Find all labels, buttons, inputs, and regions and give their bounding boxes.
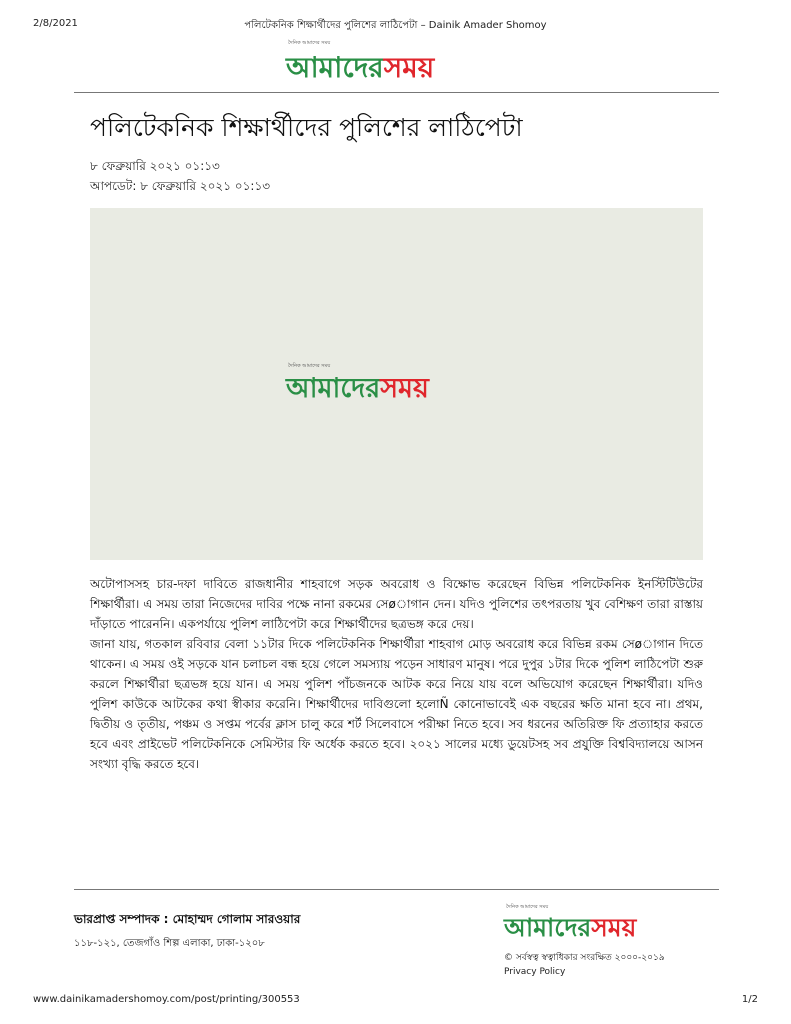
logo-tagline: দৈনিক আমাদের সময় xyxy=(288,40,331,46)
office-address: ১১৮-১২১, তেজগাঁও শিল্প এলাকা, ঢাকা-১২০৮ xyxy=(74,938,265,949)
article-headline: পলিটেকনিক শিক্ষার্থীদের পুলিশের লাঠিপেটা xyxy=(90,113,523,142)
logo-word-shomoy: সময় xyxy=(383,51,435,84)
print-url: www.dainikamadershomoy.com/post/printing/300553 xyxy=(33,994,300,1005)
article-paragraph: অটোপাসসহ চার-দফা দাবিতে রাজধানীর শাহবাগে সড়ক অবরোধ ও বিক্ষোভ করেছেন বিভিন্ন পলিটেকনিক ইনস্টিটিউটের শিক্ষার্থীরা। এ সময় তারা নিজেদের দাবির পক্ষে নানা রকমের সেøাগান দেন। যদিও পুলিশের তৎপরতায় খুব বেশিক্ষণ তারা রাস্তায় দাঁড়াতে পারেননি। একপর্যায়ে পুলিশ লাঠিপেটা করে শিক্ষার্থীদের ছত্রভঙ্গ করে দেয়। xyxy=(90,577,703,631)
footer-logo-word-shomoy: সময় xyxy=(591,913,637,942)
footer-logo[interactable] xyxy=(504,904,637,951)
logo-word-amader: আমাদের xyxy=(286,51,384,84)
privacy-policy-link[interactable]: Privacy Policy xyxy=(504,967,566,977)
update-date: আপডেট: ৮ ফেব্রুয়ারি ২০২১ ০১:১৩ xyxy=(90,179,271,193)
acting-editor: ভারপ্রাপ্ত সম্পাদক : মোহাম্মদ গোলাম সারওয়ার xyxy=(74,912,301,926)
footer-logo-tagline: দৈনিক আমাদের সময় xyxy=(506,904,549,910)
placeholder-logo-word-shomoy: সময় xyxy=(380,373,429,404)
footer-logo-word-amader: আমাদের xyxy=(504,913,592,942)
header-divider xyxy=(74,92,719,93)
print-page-number: 1/2 xyxy=(741,994,758,1005)
placeholder-logo-word-amader: আমাদের xyxy=(286,373,381,404)
article-paragraph: জানা যায়, গতকাল রবিবার বেলা ১১টার দিকে পলিটেকনিক শিক্ষার্থীরা শাহবাগ মোড় অবরোধ করে বিভিন্ন রকম সেøাগান দিতে থাকেন। এ সময় ওই সড়কে যান চলাচল বন্ধ হয়ে গেলে সমস্যায় পড়েন সাধারণ মানুষ। পরে দুপুর ১টার দিকে পুলিশ লাঠিপেটা শুরু করলে শিক্ষার্থীরা ছত্রভঙ্গ হয়ে যান। এ সময় পুলিশ পাঁচজনকে আটক করে নিয়ে যায় বলে অভিযোগ করেছেন শিক্ষার্থীরা। যদিও পুলিশ কাউকে আটকের কথা স্বীকার করেনি। শিক্ষার্থীদের দাবিগুলো হলোÑ কোনোভাবেই এক বছরের ক্ষতি মানা হবে না। প্রথম, দ্বিতীয় ও তৃতীয়, পঞ্চম ও সপ্তম পর্বের ক্লাস চালু করে শর্ট সিলেবাসে পরীক্ষা নিতে হবে। সব ধরনের অতিরিক্ত ফি প্রত্যাহার করতে হবে এবং প্রাইভেট পলিটেকনিকে সেমিস্টার ফি অর্ধেক করতে হবে। ২০২১ সালের মধ্যে ডুয়েটসহ সব প্রযুক্তি বিশ্ববিদ্যালয়ে আসন সংখ্যা বৃদ্ধি করতে হবে। xyxy=(90,637,703,771)
footer-divider xyxy=(74,889,719,890)
copyright-notice: © সর্বস্বত্ব স্বত্বাধিকার সংরক্ষিত ২০০০-২০১৯ xyxy=(504,953,665,963)
article-body xyxy=(90,574,703,774)
print-page-title: পলিটেকনিক শিক্ষার্থীদের পুলিশের লাঠিপেটা – Dainik Amader Shomoy xyxy=(244,20,547,31)
placeholder-logo-tagline: দৈনিক আমাদের সময় xyxy=(288,363,331,369)
article-image-placeholder xyxy=(90,208,703,560)
publish-date: ৮ ফেব্রুয়ারি ২০২১ ০১:১৩ xyxy=(90,159,220,173)
site-logo[interactable] xyxy=(286,40,435,93)
placeholder-logo xyxy=(286,363,429,413)
print-date: 2/8/2021 xyxy=(33,18,78,29)
